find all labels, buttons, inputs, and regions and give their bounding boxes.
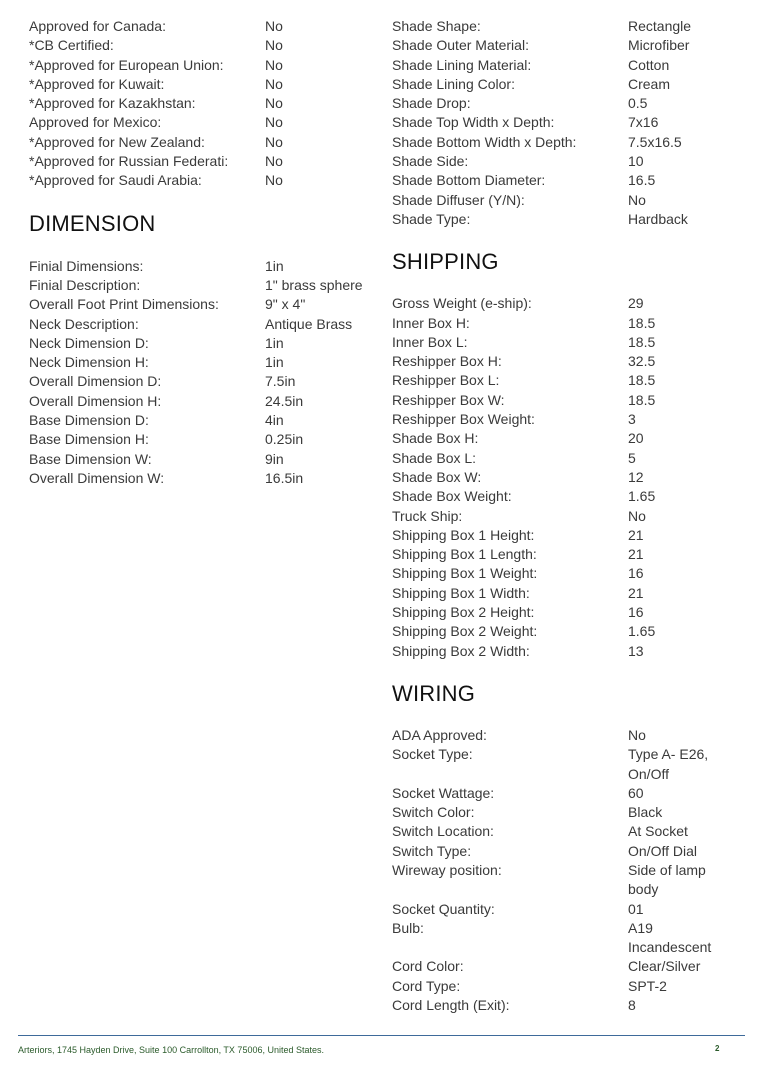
- spec-row: [392, 507, 732, 526]
- spec-value: 20: [628, 430, 644, 447]
- spec-value: No: [265, 153, 283, 170]
- spec-label: Finial Description:: [29, 276, 141, 293]
- spec-row: [392, 133, 732, 152]
- spec-label: Shade Box W:: [392, 468, 482, 485]
- spec-value: No: [265, 18, 283, 34]
- spec-label: Shade Shape:: [392, 18, 481, 34]
- spec-value: 7.5x16.5: [628, 133, 682, 150]
- spec-row: [392, 957, 732, 976]
- spec-value: Black: [628, 804, 663, 821]
- spec-value: No: [265, 114, 283, 131]
- spec-row: [29, 430, 369, 449]
- spec-value: No: [265, 95, 283, 112]
- spec-value: At Socket: [628, 823, 688, 840]
- spec-row: [392, 468, 732, 487]
- spec-row: [392, 152, 732, 171]
- spec-label: *Approved for Russian Federati:: [29, 153, 229, 170]
- spec-row: [392, 36, 732, 55]
- spec-value: 1in: [265, 334, 284, 351]
- spec-row: [392, 745, 732, 784]
- spec-row: [392, 842, 732, 861]
- spec-label: Shade Bottom Diameter:: [392, 172, 546, 189]
- spec-row: [29, 94, 369, 113]
- spec-row: [392, 191, 732, 210]
- spec-label: Shade Top Width x Depth:: [392, 114, 555, 131]
- spec-value: 21: [628, 546, 644, 563]
- spec-row: [392, 603, 732, 622]
- dimension-heading: DIMENSION: [29, 210, 156, 236]
- spec-label: Shipping Box 1 Weight:: [392, 565, 538, 582]
- spec-label: Reshipper Box H:: [392, 353, 502, 370]
- spec-value: 1.65: [628, 623, 656, 640]
- spec-label: Shade Box Weight:: [392, 488, 512, 505]
- spec-row: [29, 75, 369, 94]
- spec-row: [392, 726, 732, 745]
- spec-value: 1" brass sphere: [265, 276, 363, 293]
- spec-label: Wireway position:: [392, 861, 502, 878]
- spec-value: Antique Brass: [265, 315, 353, 332]
- spec-label: Socket Type:: [392, 746, 473, 763]
- spec-value: No: [628, 507, 646, 524]
- spec-row: [392, 371, 732, 390]
- spec-value: 18.5: [628, 333, 656, 350]
- spec-label: Shade Drop:: [392, 95, 471, 112]
- spec-value: 10: [628, 153, 644, 170]
- spec-value: 4in: [265, 412, 284, 429]
- spec-value: 3: [628, 411, 636, 428]
- shipping-list: [392, 294, 732, 661]
- spec-row: [392, 391, 732, 410]
- spec-label: Shipping Box 1 Height:: [392, 526, 535, 543]
- spec-row: [29, 152, 369, 171]
- spec-value: 1.65: [628, 488, 656, 505]
- spec-value: 16.5: [628, 172, 656, 189]
- spec-row: [29, 56, 369, 75]
- spec-value: 16: [628, 565, 644, 582]
- spec-label: Reshipper Box L:: [392, 372, 500, 389]
- spec-label: Neck Dimension H:: [29, 354, 149, 371]
- dimension-list: [29, 257, 369, 489]
- spec-value: Side of lamp body: [628, 861, 706, 898]
- spec-label: Switch Color:: [392, 804, 475, 821]
- spec-value: 7x16: [628, 114, 659, 131]
- spec-row: [29, 353, 369, 372]
- approvals-list: [29, 17, 369, 191]
- spec-row: [392, 333, 732, 352]
- spec-row: [392, 294, 732, 313]
- spec-row: [392, 352, 732, 371]
- spec-row: [392, 487, 732, 506]
- shipping-heading: SHIPPING: [392, 249, 499, 275]
- spec-label: Cord Length (Exit):: [392, 997, 510, 1014]
- spec-label: Approved for Canada:: [29, 18, 166, 34]
- spec-label: Neck Description:: [29, 315, 139, 332]
- spec-row: [392, 919, 732, 958]
- spec-label: Approved for Mexico:: [29, 114, 162, 131]
- spec-value: 01: [628, 900, 644, 917]
- spec-value: 1in: [265, 257, 284, 274]
- page-number: 2: [715, 1044, 720, 1053]
- spec-row: [392, 822, 732, 841]
- spec-value: 16: [628, 604, 644, 621]
- spec-label: ADA Approved:: [392, 726, 487, 743]
- spec-value: 24.5in: [265, 392, 304, 409]
- spec-label: *Approved for Saudi Arabia:: [29, 172, 202, 189]
- spec-row: [392, 210, 732, 229]
- spec-value: No: [628, 726, 646, 743]
- spec-row: [29, 17, 369, 36]
- spec-label: Base Dimension W:: [29, 450, 152, 467]
- right-column: [392, 17, 732, 1015]
- spec-value: 60: [628, 784, 644, 801]
- spec-row: [29, 133, 369, 152]
- spec-label: Inner Box L:: [392, 333, 468, 350]
- spec-label: Shipping Box 1 Width:: [392, 584, 530, 601]
- spec-row: [29, 257, 369, 276]
- spec-label: Gross Weight (e-ship):: [392, 295, 532, 312]
- spec-row: [392, 56, 732, 75]
- spec-row: [392, 861, 732, 900]
- wiring-list: [392, 726, 732, 1015]
- spec-value: 5: [628, 449, 636, 466]
- spec-label: Overall Dimension D:: [29, 373, 162, 390]
- spec-label: *Approved for New Zealand:: [29, 133, 205, 150]
- spec-row: [392, 900, 732, 919]
- spec-value: 9in: [265, 450, 284, 467]
- spec-value: 8: [628, 997, 636, 1014]
- spec-value: Microfiber: [628, 37, 690, 54]
- spec-label: Shade Box H:: [392, 430, 479, 447]
- spec-row: [392, 410, 732, 429]
- spec-label: Shade Bottom Width x Depth:: [392, 133, 577, 150]
- spec-row: [392, 171, 732, 190]
- spec-row: [392, 642, 732, 661]
- spec-label: Base Dimension H:: [29, 431, 149, 448]
- spec-row: [29, 450, 369, 469]
- spec-label: Shipping Box 2 Width:: [392, 642, 530, 659]
- spec-row: [29, 315, 369, 334]
- spec-value: 16.5in: [265, 469, 304, 486]
- spec-label: Shade Box L:: [392, 449, 477, 466]
- spec-row: [29, 372, 369, 391]
- spec-value: 13: [628, 642, 644, 659]
- spec-label: Shade Lining Material:: [392, 56, 532, 73]
- spec-row: [392, 449, 732, 468]
- spec-value: 7.5in: [265, 373, 296, 390]
- spec-value: 18.5: [628, 314, 656, 331]
- spec-value: 12: [628, 468, 644, 485]
- spec-row: [392, 584, 732, 603]
- spec-row: [29, 392, 369, 411]
- spec-value: 32.5: [628, 353, 656, 370]
- spec-label: Shipping Box 2 Weight:: [392, 623, 538, 640]
- spec-label: Socket Wattage:: [392, 784, 495, 801]
- spec-label: Reshipper Box Weight:: [392, 411, 535, 428]
- spec-value: On/Off Dial: [628, 842, 697, 859]
- spec-value: 0.25in: [265, 431, 304, 448]
- spec-row: [392, 545, 732, 564]
- spec-row: [29, 276, 369, 295]
- spec-value: No: [265, 133, 283, 150]
- spec-row: [392, 429, 732, 448]
- spec-label: Overall Foot Print Dimensions:: [29, 296, 219, 313]
- spec-label: *Approved for Kazakhstan:: [29, 95, 196, 112]
- spec-value: Cotton: [628, 56, 670, 73]
- spec-row: [29, 36, 369, 55]
- spec-label: Finial Dimensions:: [29, 257, 144, 274]
- spec-row: [29, 334, 369, 353]
- spec-value: Type A- E26, On/Off: [628, 746, 709, 782]
- spec-value: Hardback: [628, 210, 688, 227]
- spec-value: A19 Incandescent: [628, 919, 712, 956]
- footer-address: Arteriors, 1745 Hayden Drive, Suite 100 Carrollton, TX 75006, United States.: [18, 1045, 324, 1055]
- spec-value: 29: [628, 295, 644, 312]
- spec-label: Truck Ship:: [392, 507, 463, 524]
- spec-row: [29, 411, 369, 430]
- spec-row: [29, 469, 369, 488]
- spec-label: Shipping Box 2 Height:: [392, 604, 535, 621]
- spec-row: [29, 171, 369, 190]
- spec-label: Cord Color:: [392, 958, 464, 975]
- footer-divider: [18, 1035, 745, 1036]
- spec-row: [392, 996, 732, 1015]
- spec-value: SPT-2: [628, 977, 667, 994]
- spec-label: Cord Type:: [392, 977, 461, 994]
- spec-label: Inner Box H:: [392, 314, 470, 331]
- spec-row: [29, 295, 369, 314]
- spec-label: Overall Dimension W:: [29, 469, 165, 486]
- spec-row: [392, 113, 732, 132]
- spec-value: No: [265, 75, 283, 92]
- spec-value: 18.5: [628, 391, 656, 408]
- spec-row: [392, 75, 732, 94]
- spec-label: Shade Side:: [392, 153, 469, 170]
- spec-row: [392, 977, 732, 996]
- spec-value: Rectangle: [628, 18, 692, 34]
- spec-value: No: [265, 56, 283, 73]
- spec-label: *Approved for European Union:: [29, 56, 224, 73]
- spec-label: Switch Location:: [392, 823, 494, 840]
- spec-value: 21: [628, 584, 644, 601]
- left-column: [29, 17, 369, 488]
- spec-label: Reshipper Box W:: [392, 391, 505, 408]
- spec-value: 9" x 4": [265, 296, 306, 313]
- spec-row: [392, 784, 732, 803]
- spec-label: Socket Quantity:: [392, 900, 495, 917]
- spec-label: Neck Dimension D:: [29, 334, 149, 351]
- spec-value: No: [265, 172, 283, 189]
- spec-value: 18.5: [628, 372, 656, 389]
- spec-value: 0.5: [628, 95, 648, 112]
- wiring-heading: WIRING: [392, 680, 476, 706]
- spec-label: Shade Outer Material:: [392, 37, 529, 54]
- spec-value: No: [265, 37, 283, 54]
- spec-value: 21: [628, 526, 644, 543]
- spec-value: 1in: [265, 354, 284, 371]
- spec-row: [392, 803, 732, 822]
- spec-row: [392, 564, 732, 583]
- spec-row: [392, 94, 732, 113]
- spec-value: Cream: [628, 75, 671, 92]
- spec-label: *CB Certified:: [29, 37, 114, 54]
- spec-row: [29, 113, 369, 132]
- spec-label: Shipping Box 1 Length:: [392, 546, 537, 563]
- spec-label: Overall Dimension H:: [29, 392, 162, 409]
- spec-label: Base Dimension D:: [29, 412, 149, 429]
- spec-value: No: [628, 191, 646, 208]
- spec-row: [392, 526, 732, 545]
- spec-label: *Approved for Kuwait:: [29, 75, 165, 92]
- spec-row: [392, 17, 732, 36]
- spec-label: Switch Type:: [392, 842, 472, 859]
- spec-row: [392, 314, 732, 333]
- spec-row: [392, 622, 732, 641]
- spec-label: Shade Type:: [392, 210, 471, 227]
- spec-label: Shade Lining Color:: [392, 75, 515, 92]
- shade-list: [392, 17, 732, 229]
- spec-label: Bulb:: [392, 919, 424, 936]
- spec-value: Clear/Silver: [628, 958, 701, 975]
- spec-label: Shade Diffuser (Y/N):: [392, 191, 525, 208]
